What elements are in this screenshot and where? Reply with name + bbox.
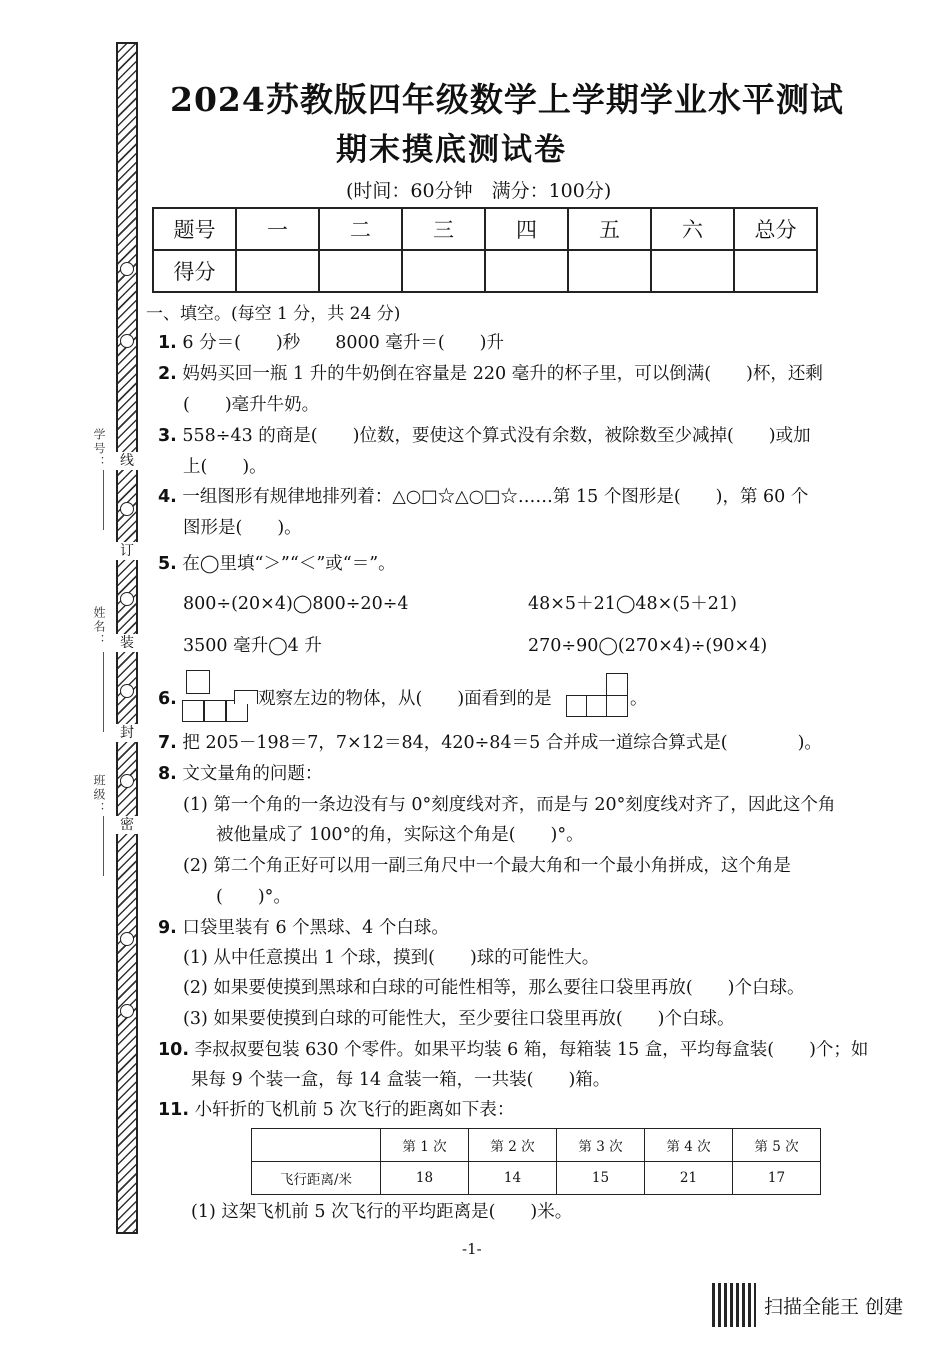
table-header-cell: 第 5 次 [733,1129,821,1162]
compare-expression-1: 800÷(20×4)◯800÷20÷4 [183,594,409,614]
binding-mark-secret: 密 [116,816,138,834]
score-blank[interactable] [485,250,568,292]
exam-subtitle: 期末摸底测试卷 [336,132,567,168]
binding-mark-seal: 封 [116,724,138,742]
question-number: 11. [158,1100,190,1120]
table-cell: 21 [645,1162,733,1195]
score-blank[interactable] [568,250,651,292]
question-3-cont: 上( )。 [183,457,267,477]
student-id-label: 学号： [92,428,106,470]
table-row [252,1162,821,1195]
question-10 [158,1038,868,1062]
student-id-line [103,470,104,530]
question-6-text: 观察左边的物体，从( )面看到的是 [258,689,552,709]
score-row-label: 得分 [153,250,236,292]
view-square-1 [566,695,588,717]
question-number: 10. [158,1040,190,1060]
question-8-sub-1-cont: 被他量成了 100°的角，实际这个角是( )°。 [216,825,584,845]
page-number: -1- [462,1240,482,1258]
cube-top [186,670,210,694]
question-text: 558÷43 的商是( )位数，要使这个算式没有余数，被除数至少减掉( )或加 [182,426,811,446]
question-text: 口袋里装有 6 个黑球、4 个白球。 [182,918,449,938]
question-text: 小轩折的飞机前 5 次飞行的距离如下表： [194,1100,515,1120]
view-figure [566,673,630,719]
student-name-line [103,652,104,732]
question-8-sub-1: (1) 第一个角的一条边没有与 0°刻度线对齐，而是与 20°刻度线对齐了，因此这个角 [183,795,836,815]
question-6-number: 6. [158,689,177,709]
score-table-header-row [153,208,817,250]
question-4 [158,485,808,509]
question-9 [158,916,449,940]
table-header-cell: 第 2 次 [469,1129,557,1162]
score-blank[interactable] [402,250,485,292]
cube-bottom-2 [204,700,226,722]
compare-expression-3: 3500 毫升◯4 升 [183,636,322,656]
student-class-line [103,816,104,876]
question-1 [158,331,504,355]
question-8-sub-2: (2) 第二个角正好可以用一副三角尺中一个最大角和一个最小角拼成，这个角是 [183,856,791,876]
cube-back [234,690,258,704]
binding-hole-4 [120,592,134,606]
score-blank[interactable] [236,250,319,292]
question-number: 9. [158,918,177,938]
question-number: 3. [158,426,177,446]
question-3 [158,424,811,448]
question-text: 文文量角的问题： [182,764,323,784]
question-text: 一组图形有规律地排列着：△○□☆△○□☆……第 15 个图形是( )，第 60 个 [182,487,809,507]
table-cell: 15 [557,1162,645,1195]
binding-mark-line: 线 [116,452,138,470]
question-2-cont: ( )毫升牛奶。 [183,395,320,415]
score-cell: 五 [568,208,651,250]
view-square-3 [606,695,628,717]
score-cell: 三 [402,208,485,250]
question-2 [158,362,823,386]
qr-code-icon [712,1283,756,1327]
score-cell: 题号 [153,208,236,250]
question-text: 在◯里填“＞”“＜”或“＝”。 [182,554,396,574]
score-cell: 四 [485,208,568,250]
question-number: 1. [158,333,177,353]
question-11-sub-1: (1) 这架飞机前 5 次飞行的平均距离是( )米。 [191,1202,573,1222]
binding-hole-3 [120,502,134,516]
question-number: 8. [158,764,177,784]
binding-mark-bind: 装 [116,634,138,652]
question-9-sub-1: (1) 从中任意摸出 1 个球，摸到( )球的可能性大。 [183,948,600,968]
binding-hole-6 [120,774,134,788]
view-square-2 [586,695,608,717]
binding-mark-order: 订 [116,542,138,560]
flight-distance-table [251,1128,821,1195]
table-header-cell: 第 4 次 [645,1129,733,1162]
binding-hole-7 [120,932,134,946]
question-7 [158,731,822,755]
binding-hole-2 [120,334,134,348]
cube-object-figure [182,670,260,724]
table-header-cell [252,1129,381,1162]
binding-hole-5 [120,684,134,698]
exam-title: 2024苏教版四年级数学上学期学业水平测试 [170,80,844,119]
table-header-cell: 第 1 次 [381,1129,469,1162]
binding-strip [116,42,138,1234]
compare-expression-4: 270÷90◯(270×4)÷(90×4) [528,636,768,656]
view-square-top [606,673,628,697]
student-name-label: 姓名： [92,606,106,648]
score-blank[interactable] [651,250,734,292]
compare-expression-2: 48×5＋21◯48×(5＋21) [528,594,737,614]
question-8 [158,762,322,786]
question-11 [158,1098,514,1122]
student-class-label: 班级： [92,774,106,816]
question-9-sub-2: (2) 如果要使摸到黑球和白球的可能性相等，那么要往口袋里再放( )个白球。 [183,978,805,998]
scanner-watermark: 扫描全能王 创建 [764,1296,904,1318]
question-text: 6 分＝( )秒 8000 毫升＝( )升 [182,333,505,353]
question-number: 5. [158,554,177,574]
question-10-cont: 果每 9 个装一盒，每 14 盒装一箱，一共装( )箱。 [191,1070,611,1090]
table-cell: 18 [381,1162,469,1195]
section-heading: 一、填空。(每空 1 分，共 24 分) [146,304,401,324]
question-9-sub-3: (3) 如果要使摸到白球的可能性大，至少要往口袋里再放( )个白球。 [183,1009,735,1029]
question-6-end: 。 [630,689,648,709]
question-number: 2. [158,364,177,384]
binding-hole-8 [120,1004,134,1018]
question-text: 李叔叔要包装 630 个零件。如果平均装 6 箱，每箱装 15 盒，平均每盒装( )个；如 [194,1040,869,1060]
score-cell: 总分 [734,208,817,250]
question-text: 把 205－198＝7，7×12＝84，420÷84＝5 合并成一道综合算式是( )。 [182,733,822,753]
table-header-cell: 第 3 次 [557,1129,645,1162]
score-blank[interactable] [734,250,817,292]
question-5 [158,552,396,576]
score-cell: 六 [651,208,734,250]
cube-bottom-1 [182,700,204,722]
binding-hole-1 [120,262,134,276]
table-header-row [252,1129,821,1162]
score-cell: 一 [236,208,319,250]
table-cell: 17 [733,1162,821,1195]
question-number: 4. [158,487,177,507]
table-row-label: 飞行距离/米 [252,1162,381,1195]
score-blank[interactable] [319,250,402,292]
score-table [152,207,818,293]
time-info: (时间：60分钟 满分：100分) [346,180,612,202]
question-text: 妈妈买回一瓶 1 升的牛奶倒在容量是 220 毫升的杯子里，可以倒满( )杯，还剩 [182,364,823,384]
score-table-score-row [153,250,817,292]
question-8-sub-2-cont: ( )°。 [216,887,291,907]
question-number: 7. [158,733,177,753]
question-4-cont: 图形是( )。 [183,518,302,538]
table-cell: 14 [469,1162,557,1195]
score-cell: 二 [319,208,402,250]
